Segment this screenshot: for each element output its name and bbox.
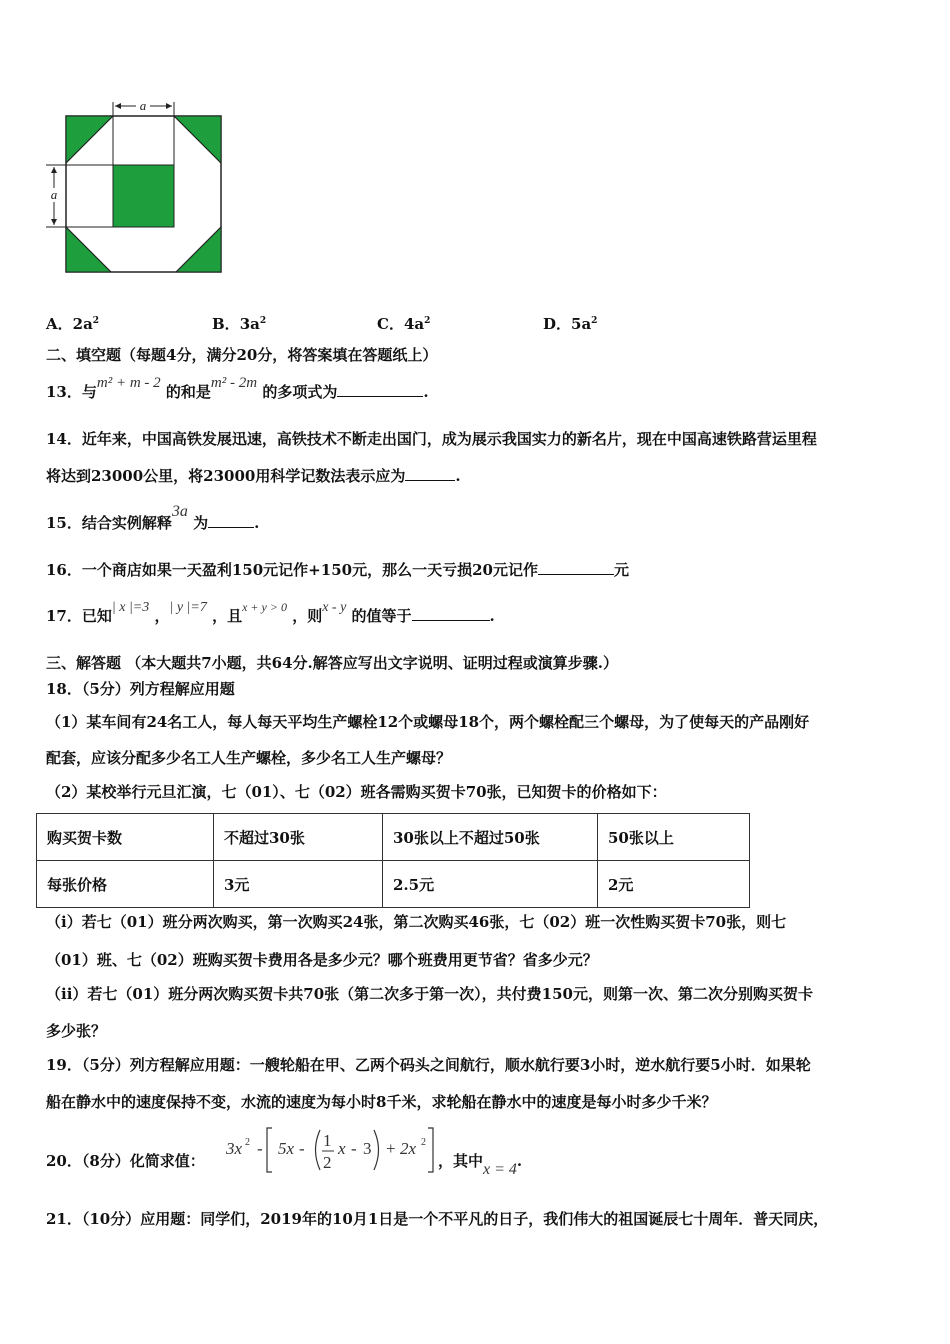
question-18-i-line2: （01）班、七（02）班购买贺卡费用各是多少元？哪个班费用更节省？省多少元？ bbox=[46, 951, 598, 969]
option-a: A．$2a^2$ bbox=[46, 315, 100, 333]
svg-text:-: - bbox=[351, 1139, 357, 1158]
question-18-title: 18．（5分）列方程解应用题 bbox=[46, 680, 235, 698]
option-c: C．$4a^2$ bbox=[377, 315, 431, 333]
svg-text:3: 3 bbox=[363, 1139, 372, 1158]
table-cell: 购买贺卡数 bbox=[37, 814, 214, 861]
question-20-condition: ，其中x = 4. bbox=[438, 1152, 523, 1178]
question-14-line1: 14．近年来，中国高铁发展迅速，高铁技术不断走出国门，成为展示我国实力的新名片，现在中国高速铁路营运里程 bbox=[46, 430, 817, 448]
section-2-header: 二、填空题（每题4分，满分20分，将答案填在答题纸上） bbox=[46, 346, 438, 364]
question-14-line2: 将达到23000公里，将23000用科学记数法表示应为 . bbox=[46, 467, 461, 485]
svg-text:3x: 3x bbox=[226, 1139, 243, 1158]
question-21-line1: 21．（10分）应用题：同学们，2019年的10月1日是一个不平凡的日子，我们伟大的祖国诞辰七十周年．普天同庆， bbox=[46, 1210, 829, 1228]
svg-text:2: 2 bbox=[245, 1137, 250, 1148]
question-18-ii-line1: （ii）若七（01）班分两次购买贺卡共70张（第二次多于第一次），共付费150元，则第一次、第二次分别购买贺卡 bbox=[46, 985, 813, 1003]
table-cell: 不超过30张 bbox=[214, 814, 383, 861]
table-cell: 30张以上不超过50张 bbox=[383, 814, 598, 861]
svg-text:-: - bbox=[257, 1139, 263, 1158]
svg-text:5x: 5x bbox=[278, 1139, 295, 1158]
svg-text:+: + bbox=[386, 1139, 396, 1158]
question-18-part1-line1: （1）某车间有24名工人，每人每天平均生产螺栓12个或螺母18个，两个螺栓配三个螺母，为了使每天的产品刚好 bbox=[46, 713, 810, 731]
question-16: 16．一个商店如果一天盈利150元记作+150元，那么一天亏损20元记作 元 bbox=[46, 561, 629, 579]
question-18-part1-line2: 配套，应该分配多少名工人生产螺栓，多少名工人生产螺母？ bbox=[46, 749, 452, 767]
table-cell: 3元 bbox=[214, 861, 383, 908]
section-3-header: 三、解答题 （本大题共7小题，共64分.解答应写出文字说明、证明过程或演算步骤.） bbox=[46, 654, 618, 672]
option-b: B．$3a^2$ bbox=[212, 315, 267, 333]
question-19-line1: 19．（5分）列方程解应用题：一艘轮船在甲、乙两个码头之间航行，顺水航行要3小时，逆水航行要5小时．如果轮 bbox=[46, 1056, 811, 1074]
svg-text:2: 2 bbox=[421, 1137, 426, 1148]
question-13: 13．与m² + m - 2 的和是m² - 2m 的多项式为 . bbox=[46, 375, 429, 401]
left-dimension-label: a bbox=[50, 187, 58, 202]
option-d: D．$5a^2$ bbox=[543, 315, 598, 333]
question-18-part2: （2）某校举行元旦汇演，七（01）、七（02）班各需购买贺卡70张，已知贺卡的价格如下： bbox=[46, 783, 667, 801]
svg-text:x: x bbox=[338, 1139, 346, 1158]
question-18-ii-line2: 多少张？ bbox=[46, 1022, 107, 1040]
table-cell: 每张价格 bbox=[37, 861, 214, 908]
center-green-square bbox=[113, 165, 174, 227]
question-15: 15．结合实例解释3a 为 . bbox=[46, 503, 260, 532]
table-row bbox=[37, 861, 750, 908]
table-cell: 2元 bbox=[598, 861, 750, 908]
svg-text:1: 1 bbox=[323, 1131, 332, 1150]
table-header-row bbox=[37, 814, 750, 861]
question-17: 17．已知| x |=3 ，| y |=7 ，且$^{x + y > 0}$ ，则x - y 的值等于 . bbox=[46, 600, 495, 625]
svg-text:2x: 2x bbox=[400, 1139, 417, 1158]
svg-text:2: 2 bbox=[323, 1153, 332, 1172]
square-diagram bbox=[40, 96, 230, 278]
question-20: 20．（8分）化简求值： bbox=[46, 1152, 205, 1170]
table-cell: 2.5元 bbox=[383, 861, 598, 908]
price-table bbox=[36, 813, 750, 908]
svg-text:-: - bbox=[299, 1139, 305, 1158]
table-cell: 50张以上 bbox=[598, 814, 750, 861]
question-18-i-line1: （i）若七（01）班分两次购买，第一次购买24张，第二次购买46张，七（02）班一次性购买贺卡70张，则七 bbox=[46, 913, 787, 931]
q20-expression bbox=[224, 1124, 454, 1176]
question-19-line2: 船在静水中的速度保持不变，水流的速度为每小时8千米，求轮船在静水中的速度是每小时多少千米？ bbox=[46, 1093, 717, 1111]
top-dimension-label: a bbox=[139, 98, 147, 113]
